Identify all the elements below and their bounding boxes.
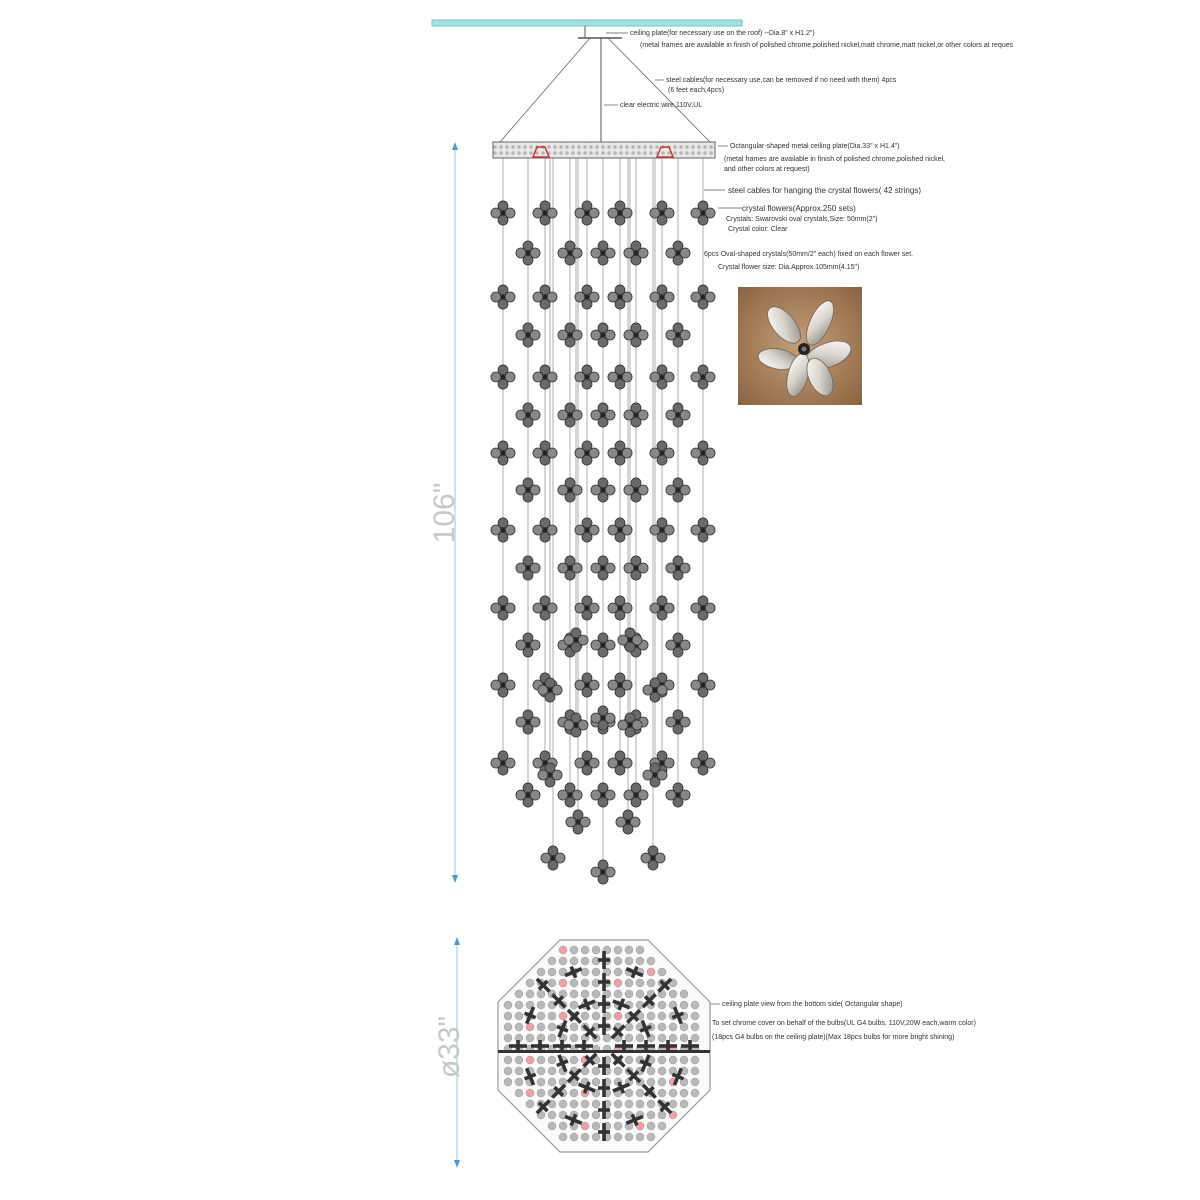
- crystal-flower-icon: [589, 554, 617, 582]
- plate-dot: [570, 990, 578, 998]
- octangular-plate-finish-2: and other colors at request): [724, 166, 810, 173]
- crystal-flower-icon: [514, 321, 542, 349]
- plate-dot: [581, 979, 589, 987]
- crystal-flower-icon: [648, 594, 676, 622]
- plate-dot: [559, 957, 567, 965]
- crystal-flower-icon: [589, 704, 617, 732]
- crystal-flower-icon: [514, 781, 542, 809]
- plate-dot: [537, 1056, 545, 1064]
- plate-dot: [548, 1034, 556, 1042]
- plate-dot: [515, 1012, 523, 1020]
- plate-dot: [548, 1023, 556, 1031]
- plate-dot: [625, 1034, 633, 1042]
- plate-dot: [592, 1067, 600, 1075]
- flower-size-label: Crystal flower size: Dia.Approx.105mm(4.15"): [718, 264, 860, 271]
- crystal-flower-icon: [573, 516, 601, 544]
- crystal-flower-icon: [539, 844, 567, 872]
- plate-dot: [614, 1100, 622, 1108]
- oval-crystals-label: 6pcs Oval-shaped crystals(50mm/2" each) fixed on each flower set.: [704, 251, 914, 258]
- plate-dot: [625, 957, 633, 965]
- plate-dot: [614, 968, 622, 976]
- crystal-flower-icon: [489, 671, 517, 699]
- crystal-flower-icon: [556, 401, 584, 429]
- crystal-flower-icon: [589, 321, 617, 349]
- crystal-flower-icon: [531, 439, 559, 467]
- plate-dot: [614, 946, 622, 954]
- plate-dot: [647, 979, 655, 987]
- plate-dot: [691, 1056, 699, 1064]
- crystal-flower-icon: [573, 363, 601, 391]
- crystal-flower-icon: [664, 708, 692, 736]
- plate-dot: [570, 1034, 578, 1042]
- plate-dot: [614, 1133, 622, 1141]
- plate-dot: [669, 1056, 677, 1064]
- plate-dot: [592, 1111, 600, 1119]
- plate-dot: [636, 1133, 644, 1141]
- crystal-flower-icon: [489, 516, 517, 544]
- crystal-flower-icon: [589, 631, 617, 659]
- plate-dot: [658, 1001, 666, 1009]
- plate-dot: [504, 1023, 512, 1031]
- crystal-flower-icon: [589, 239, 617, 267]
- plate-dot: [504, 1034, 512, 1042]
- plate-dot: [636, 946, 644, 954]
- plate-dot: [669, 1023, 677, 1031]
- crystal-flower-icon: [689, 199, 717, 227]
- plate-dot: [680, 1100, 688, 1108]
- plate-center-bar: [498, 1050, 710, 1053]
- crystal-flower-icon: [589, 401, 617, 429]
- crystal-flower-icon: [514, 554, 542, 582]
- plate-dot: [636, 1100, 644, 1108]
- plate-dot: [691, 1023, 699, 1031]
- plate-dot: [559, 979, 567, 987]
- plate-dot: [537, 1012, 545, 1020]
- plate-dot: [647, 1012, 655, 1020]
- crystal-flower-icon: [573, 283, 601, 311]
- plate-dot: [570, 979, 578, 987]
- plate-dot: [548, 1078, 556, 1086]
- crystal-flower-icon: [689, 283, 717, 311]
- plate-dot: [592, 1100, 600, 1108]
- plate-dot: [548, 1056, 556, 1064]
- crystal-flower-icon: [648, 516, 676, 544]
- plate-dot: [658, 1122, 666, 1130]
- plate-dot: [658, 1067, 666, 1075]
- plate-dot: [592, 946, 600, 954]
- crystal-color-label: Crystal color: Clear: [728, 226, 788, 233]
- crystal-flower-icon: [664, 321, 692, 349]
- plate-dot: [669, 1100, 677, 1108]
- plate-dot: [669, 990, 677, 998]
- bulbs-label-2: (18pcs G4 bulbs on the ceiling plate)(Max 18pcs bulbs for more bright shining): [712, 1034, 955, 1041]
- crystal-flower-icon: [664, 781, 692, 809]
- plate-dot: [647, 1133, 655, 1141]
- plate-dot: [647, 1100, 655, 1108]
- plate-dot: [691, 1089, 699, 1097]
- plate-dot: [559, 1122, 567, 1130]
- plate-dot: [647, 1111, 655, 1119]
- plate-dot: [515, 1067, 523, 1075]
- hanging-cables-label: steel cables for hanging the crystal flowers( 42 strings): [728, 186, 921, 195]
- crystal-flower-icon: [556, 239, 584, 267]
- plate-dot: [526, 1089, 534, 1097]
- plate-dot: [592, 1133, 600, 1141]
- crystal-flower-icon: [573, 439, 601, 467]
- plate-dot: [669, 1089, 677, 1097]
- plate-dot: [515, 1056, 523, 1064]
- plate-dot: [625, 946, 633, 954]
- plate-dot: [636, 1089, 644, 1097]
- plate-dot: [559, 1133, 567, 1141]
- crystal-flower-icon: [664, 401, 692, 429]
- crystal-flower-icon: [648, 199, 676, 227]
- plate-dot: [592, 1122, 600, 1130]
- plate-dot: [526, 979, 534, 987]
- crystal-flower-icon: [489, 439, 517, 467]
- plate-dot: [581, 1122, 589, 1130]
- plate-dot: [614, 1067, 622, 1075]
- plate-dot: [625, 990, 633, 998]
- plate-dot: [614, 990, 622, 998]
- crystal-flower-icon: [648, 363, 676, 391]
- ceiling-plate-finish-label: (metal frames are available in finish of polished chrome,polished nickel,matt chrome,matt nickel,or other colors at reques: [640, 42, 1014, 49]
- octangular-plate-finish-1: (metal frames are available in finish of polished chrome,polished nickel,: [724, 156, 945, 163]
- crystal-flower-icon: [689, 671, 717, 699]
- crystal-flower-icon: [622, 401, 650, 429]
- plate-dot: [680, 1023, 688, 1031]
- crystal-flower-icon: [514, 476, 542, 504]
- crystal-flower-icon: [556, 781, 584, 809]
- plate-dot: [570, 957, 578, 965]
- plate-dot: [636, 990, 644, 998]
- plate-dot: [504, 1067, 512, 1075]
- plate-dot: [658, 1078, 666, 1086]
- crystal-flowers-label: crystal flowers(Approx.250 sets): [742, 204, 856, 213]
- plate-dot: [526, 1034, 534, 1042]
- crystal-flower-icon: [664, 554, 692, 582]
- plate-dot: [680, 1089, 688, 1097]
- plate-dot: [680, 1034, 688, 1042]
- plate-dot: [691, 1067, 699, 1075]
- crystal-flower-icon: [489, 283, 517, 311]
- plate-dot: [581, 1100, 589, 1108]
- crystal-flower-icon: [573, 199, 601, 227]
- plate-dot: [504, 1056, 512, 1064]
- steel-cables-label: steel cables(for necessary use,can be removed if no need with them) 4pcs: [666, 77, 897, 84]
- octangular-plate-side: [493, 142, 715, 158]
- plate-dot: [625, 1100, 633, 1108]
- plate-dot: [581, 1111, 589, 1119]
- annotation-leaders: [604, 33, 742, 1004]
- plate-dot: [680, 1001, 688, 1009]
- crystal-flower-icon: [689, 439, 717, 467]
- plate-dot: [647, 1067, 655, 1075]
- plate-dot: [504, 1001, 512, 1009]
- crystal-flower-photo: [738, 287, 862, 405]
- plate-dot: [537, 1001, 545, 1009]
- plate-dot: [548, 1111, 556, 1119]
- plate-dot: [603, 1034, 611, 1042]
- plate-dot: [625, 1133, 633, 1141]
- crystal-flower-icon: [689, 749, 717, 777]
- plate-dot: [691, 1078, 699, 1086]
- crystal-flower-icon: [622, 554, 650, 582]
- crystal-flower-icon: [664, 239, 692, 267]
- plate-dot: [581, 946, 589, 954]
- crystal-flower-icon: [531, 516, 559, 544]
- octagon-bottom-view: [498, 940, 710, 1152]
- plate-dot: [647, 957, 655, 965]
- plate-dot: [658, 1111, 666, 1119]
- crystal-flower-icon: [689, 363, 717, 391]
- crystal-flower-icon: [514, 708, 542, 736]
- plate-dot: [515, 990, 523, 998]
- plate-dot: [559, 946, 567, 954]
- support-cable-left: [500, 38, 590, 142]
- plate-dot: [570, 1100, 578, 1108]
- crystal-flower-icon: [489, 594, 517, 622]
- plate-dot: [570, 1023, 578, 1031]
- plate-dot: [537, 968, 545, 976]
- electric-wire-label: clear electric wire,110V,UL: [620, 102, 703, 109]
- plate-dot: [548, 1122, 556, 1130]
- plate-dot: [581, 1133, 589, 1141]
- plate-dot: [570, 1089, 578, 1097]
- plate-dot: [537, 1089, 545, 1097]
- plate-dot: [625, 1089, 633, 1097]
- crystal-flower-icon: [648, 283, 676, 311]
- plate-dot: [614, 979, 622, 987]
- crystal-flower-icon: [622, 781, 650, 809]
- plate-dot: [658, 1089, 666, 1097]
- crystal-flower-icon: [589, 858, 617, 886]
- top-ceiling-plate: [432, 20, 742, 26]
- crystal-flower-icon: [531, 363, 559, 391]
- plate-dot: [548, 957, 556, 965]
- crystal-flower-icon: [622, 476, 650, 504]
- plate-dot: [658, 1034, 666, 1042]
- plate-dot: [570, 946, 578, 954]
- plate-dot: [548, 1012, 556, 1020]
- plate-dot: [647, 968, 655, 976]
- plate-dot: [691, 1001, 699, 1009]
- plate-dot: [691, 1012, 699, 1020]
- plate-dot: [636, 957, 644, 965]
- steel-cables-length-label: (6 feet each,4pcs): [668, 87, 725, 94]
- plate-dot: [658, 1023, 666, 1031]
- plate-dot: [548, 968, 556, 976]
- plate-dot: [592, 1078, 600, 1086]
- crystal-flower-icon: [639, 844, 667, 872]
- plate-dot: [658, 968, 666, 976]
- plate-dot: [559, 1012, 567, 1020]
- plate-dot: [658, 1056, 666, 1064]
- plate-dot: [504, 1078, 512, 1086]
- plate-dot: [581, 1067, 589, 1075]
- plate-dot: [526, 990, 534, 998]
- plate-dot: [625, 1023, 633, 1031]
- plate-dot: [515, 1001, 523, 1009]
- plate-view-label: ceiling plate view from the bottom side( Octangular shape): [722, 1001, 903, 1008]
- plate-dot: [559, 1100, 567, 1108]
- plate-dot: [625, 1056, 633, 1064]
- crystal-flower-icon: [556, 321, 584, 349]
- plate-dot: [647, 1078, 655, 1086]
- plate-dot: [581, 1012, 589, 1020]
- plate-dot: [614, 1111, 622, 1119]
- plate-dot: [537, 1078, 545, 1086]
- plate-dot: [526, 1023, 534, 1031]
- plate-dot: [504, 1012, 512, 1020]
- crystal-flower-icon: [689, 516, 717, 544]
- plate-dot: [581, 957, 589, 965]
- crystal-flower-icon: [531, 199, 559, 227]
- plate-dot: [515, 1023, 523, 1031]
- plate-dot: [647, 1122, 655, 1130]
- plate-dot: [658, 1012, 666, 1020]
- ceiling-plate-label: ceiling plate(for necessary use on the roof) --Dia.8" x H1.2"): [630, 30, 815, 37]
- plate-dot: [537, 990, 545, 998]
- crystal-flower-icon: [556, 476, 584, 504]
- crystal-flower-icon: [531, 283, 559, 311]
- plate-dot: [570, 1133, 578, 1141]
- plate-dot: [614, 957, 622, 965]
- crystal-flower-icon: [664, 631, 692, 659]
- crystal-flower-icon: [622, 321, 650, 349]
- plate-dot: [680, 1056, 688, 1064]
- crystal-flower-icon: [489, 363, 517, 391]
- plate-dot: [592, 968, 600, 976]
- plate-dot: [570, 1001, 578, 1009]
- crystal-flower-icon: [589, 476, 617, 504]
- crystal-flower-icon: [573, 749, 601, 777]
- crystal-flower-icon: [664, 476, 692, 504]
- plate-dot: [680, 990, 688, 998]
- height-dimension-text: 106": [428, 482, 461, 544]
- plate-dot: [669, 1034, 677, 1042]
- plate-dot: [592, 1012, 600, 1020]
- crystal-flower-icon: [564, 808, 592, 836]
- plate-dot: [526, 1056, 534, 1064]
- crystal-flower-icon: [622, 239, 650, 267]
- crystal-flower-icon: [489, 199, 517, 227]
- crystals-label: Crystals: Swarovski oval crystals,Size: 50mm(2"): [726, 216, 878, 223]
- plate-dot: [592, 990, 600, 998]
- plate-dot: [614, 1012, 622, 1020]
- plate-dot: [526, 1100, 534, 1108]
- plate-dot: [636, 1034, 644, 1042]
- crystal-flower-icon: [648, 439, 676, 467]
- crystal-flower-icon: [606, 749, 634, 777]
- crystal-flower-icon: [514, 631, 542, 659]
- diameter-dimension-text: ø33": [433, 1015, 466, 1079]
- crystal-flower-icon: [531, 594, 559, 622]
- plate-dot: [691, 1034, 699, 1042]
- plate-dot: [581, 990, 589, 998]
- crystal-flower-icon: [514, 401, 542, 429]
- plate-dot: [636, 979, 644, 987]
- plate-dot: [614, 1122, 622, 1130]
- crystal-flower-icon: [589, 781, 617, 809]
- plate-dot: [537, 1067, 545, 1075]
- plate-dot: [581, 968, 589, 976]
- crystal-flower-icon: [489, 749, 517, 777]
- plate-dot: [548, 979, 556, 987]
- crystal-flower-icon: [514, 239, 542, 267]
- crystal-flower-icon: [614, 808, 642, 836]
- plate-dot: [515, 1089, 523, 1097]
- crystal-flower-icon: [556, 554, 584, 582]
- crystal-flower-icon: [573, 594, 601, 622]
- plate-dot: [625, 979, 633, 987]
- plate-dot: [515, 1078, 523, 1086]
- octangular-plate-label: Octangular-shaped metal ceiling plate(Dia.33" x H1.4"): [730, 143, 900, 150]
- crystal-flower-icon: [573, 671, 601, 699]
- crystal-flower-icon: [689, 594, 717, 622]
- plate-dot: [548, 1067, 556, 1075]
- bulbs-label-1: To set chrome cover on behalf of the bulbs(UL G4 bulbs, 110V,20W each,warm color): [712, 1020, 976, 1027]
- plate-dot: [570, 1056, 578, 1064]
- plate-dot: [537, 1023, 545, 1031]
